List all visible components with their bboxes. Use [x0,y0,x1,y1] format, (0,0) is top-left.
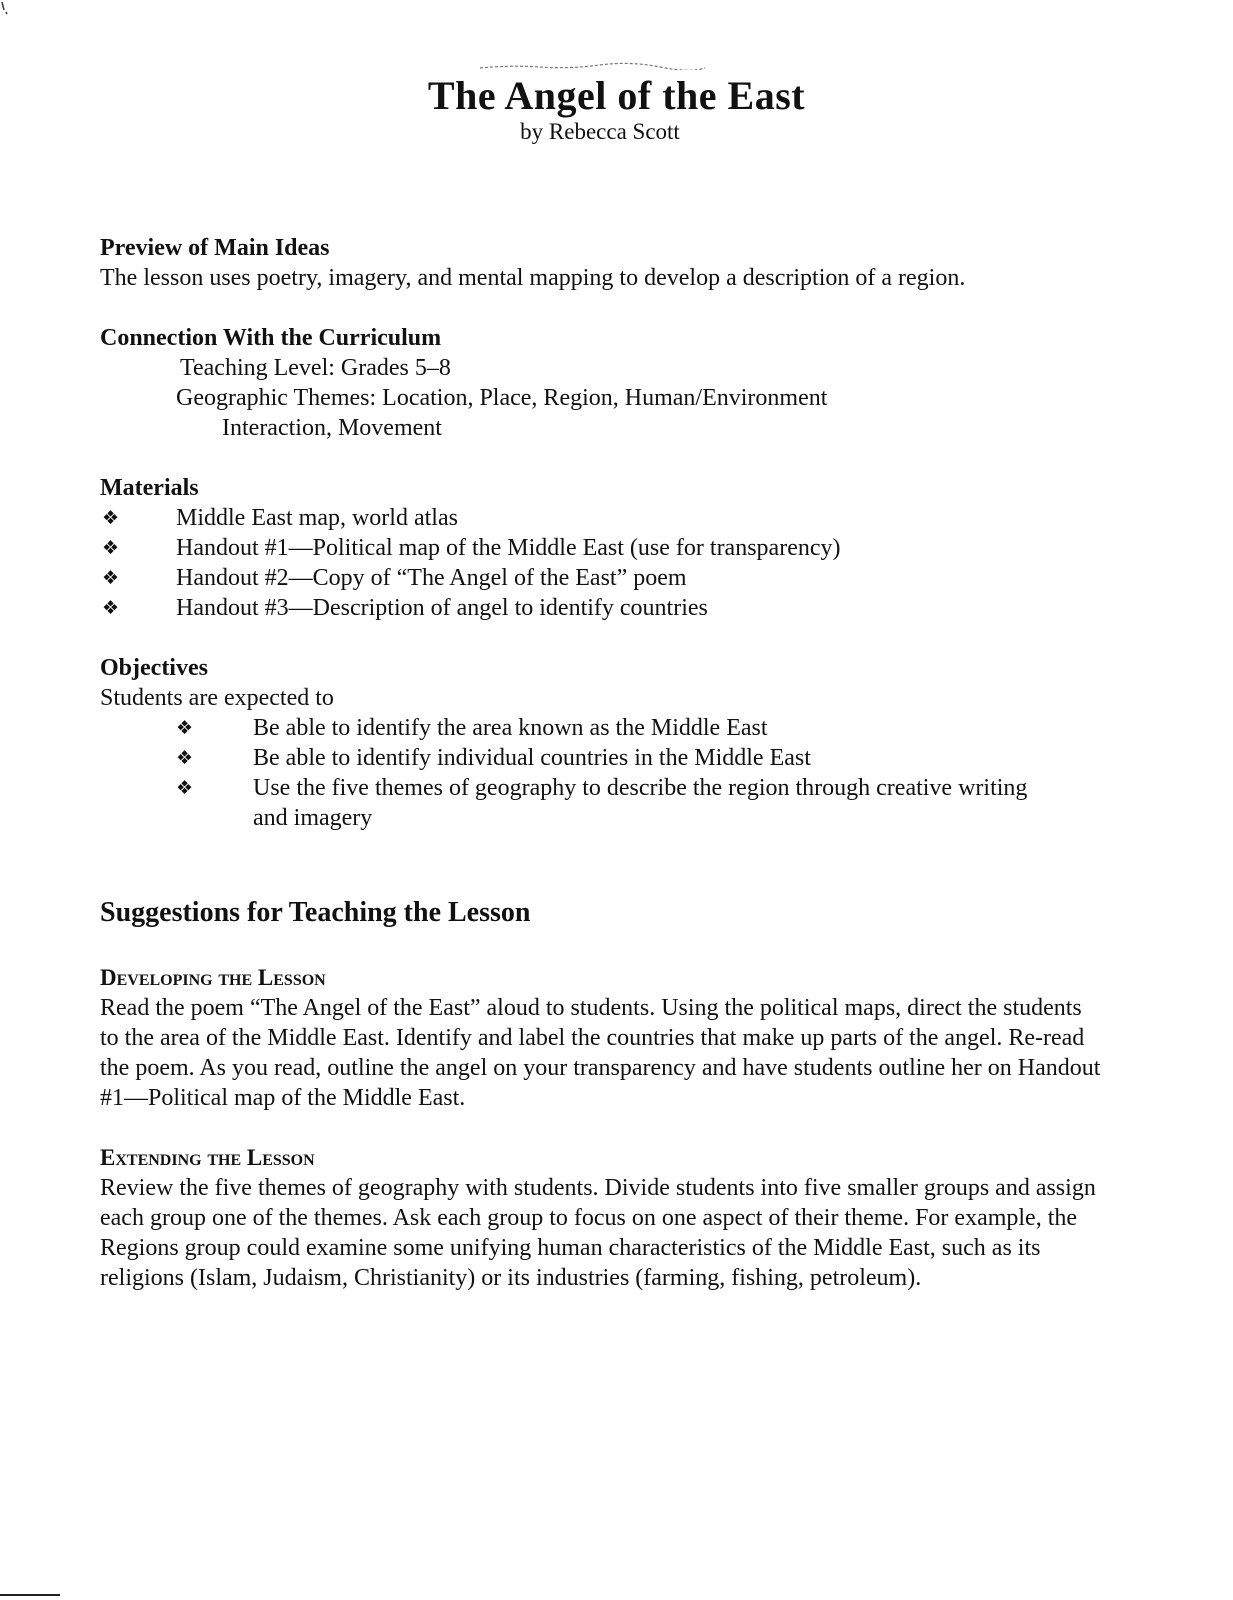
geographic-themes-line2: Interaction, Movement [222,415,442,441]
list-item: ❖ Be able to identify individual countries in the Middle East [176,745,811,771]
diamond-bullet-icon: ❖ [176,717,194,739]
list-item: ❖ Be able to identify the area known as the Middle East [176,715,768,741]
list-item: ❖ Middle East map, world atlas [102,505,458,531]
objectives-intro: Students are expected to [100,685,334,711]
materials-heading: Materials [100,475,199,501]
geographic-themes-line1: Geographic Themes: Location, Place, Region, Human/Environment [176,385,828,411]
extending-heading: Extending the Lesson [100,1145,315,1170]
developing-text: Read the poem “The Angel of the East” aloud to students. Using the political maps, direct the students to the area of the Middle East. Identify and label the countries that make up parts of the angel. Re-read the poem. As you read, outline the angel on your transparency and have students outline her on Handout #1—Political map of the Middle East. [100,995,1101,1111]
suggestions-section [100,895,1110,1293]
suggestions-heading: Suggestions for Teaching the Lesson [100,897,531,928]
preview-text: The lesson uses poetry, imagery, and mental mapping to develop a description of a region. [100,265,966,291]
document-byline: by Rebecca Scott [520,119,680,144]
diamond-bullet-icon: ❖ [102,507,120,529]
diamond-bullet-icon: ❖ [102,537,120,559]
list-item: ❖ Handout #1—Political map of the Middle East (use for transparency) [102,535,841,561]
diamond-bullet-icon: ❖ [176,777,194,799]
objectives-section [100,653,1110,833]
diamond-bullet-icon: ❖ [102,597,120,619]
materials-list [100,503,1110,623]
scan-smudge-mark [470,62,710,70]
extending-text: Review the five themes of geography with students. Divide students into five smaller groups and assign each group one of the themes. Ask each group to focus on one aspect of their theme. For example, the Regions group could examine some unifying human characteristics of the Middle East, such as its religions (Islam, Judaism, Christianity) or its industries (farming, fishing, petroleum). [100,1175,1096,1291]
materials-section [100,473,1110,623]
document-title: The Angel of the East [427,73,806,118]
developing-heading: Developing the Lesson [100,965,326,990]
list-item: ❖ Handout #3—Description of angel to identify countries [102,595,708,621]
diamond-bullet-icon: ❖ [176,747,194,769]
objectives-list [100,713,1110,833]
list-item: ❖ Handout #2—Copy of “The Angel of the East” poem [102,565,687,591]
scan-edge-line [0,1594,60,1596]
document-body [100,233,1110,1293]
preview-section [100,233,1110,293]
objectives-heading: Objectives [100,655,208,681]
scan-speck-mark [0,0,12,16]
preview-heading: Preview of Main Ideas [100,235,330,261]
connection-heading: Connection With the Curriculum [100,325,442,351]
diamond-bullet-icon: ❖ [102,567,120,589]
list-item: ❖ Use the five themes of geography to describe the region through creative writing and imagery [176,775,1028,831]
teaching-level: Teaching Level: Grades 5–8 [180,355,451,381]
connection-section [100,323,1110,443]
